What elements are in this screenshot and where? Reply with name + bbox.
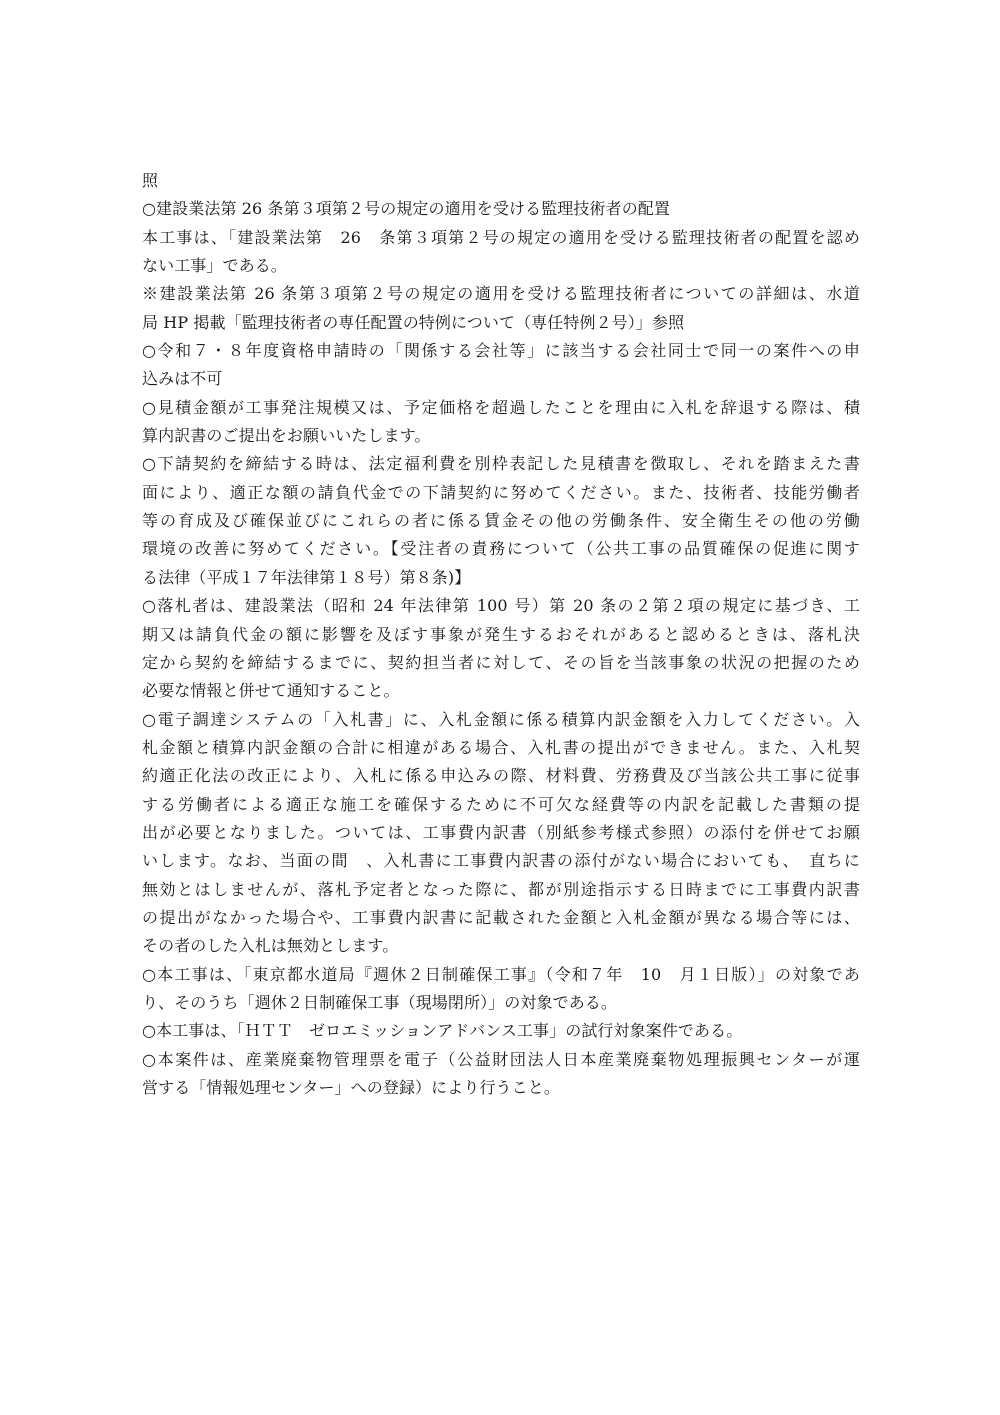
text-line: ○電子調達システムの「入札書」に、入札金額に係る積算内訳金額を入力してください。入 <box>142 709 860 729</box>
text-line: の提出がなかった場合や、工事費内訳書に記載された金額と入札金額が異なる場合等には、 <box>142 907 860 927</box>
text-line: ○見積金額が工事発注規模又は、予定価格を超過したことを理由に入札を辞退する際は、積 <box>142 397 860 417</box>
text-line: いします。なお、当面の間 、入札書に工事費内訳書の添付がない場合においても、 直ちに <box>142 851 860 871</box>
text-line: する労働者による適正な施工を確保するために不可欠な経費等の内訳を記載した書類の提 <box>142 794 860 814</box>
text-line: る法律（平成１７年法律第１８号）第８条)】 <box>142 567 471 587</box>
text-line: 営する「情報処理センター」への登録）により行うこと。 <box>142 1078 560 1097</box>
text-line: ○落札者は、建設業法（昭和 24 年法律第 100 号）第 20 条の２第２項の規定に基づき、工 <box>142 596 860 616</box>
text-line: その者のした入札は無効とします。 <box>142 936 399 956</box>
text-line: 定から契約を締結するまでに、契約担当者に対して、その旨を当該事象の状況の把握のため <box>142 652 860 672</box>
text-line: 無効とはしませんが、落札予定者となった際に、都が別途指示する日時までに工事費内訳書 <box>142 879 860 899</box>
text-line: 算内訳書のご提出をお願いいたします。 <box>142 426 431 446</box>
text-line: ○建設業法第 26 条第３項第２号の規定の適用を受ける監理技術者の配置 <box>142 199 670 219</box>
text-line: 期又は請負代金の額に影響を及ぼす事象が発生するおそれがあると認めるときは、落札決 <box>142 624 860 644</box>
text-line: 等の育成及び確保並びにこれらの者に係る賃金その他の労働条件、安全衛生その他の労働 <box>142 511 860 531</box>
text-line: 札金額と積算内訳金額の合計に相違がある場合、入札書の提出ができません。また、入札契 <box>142 737 860 757</box>
text-line: 本工事は、「建設業法第 26 条第３項第２号の規定の適用を受ける監理技術者の配置を認め <box>142 227 860 247</box>
text-line: 局 HP 掲載「監理技術者の専任配置の特例について（専任特例２号）」参照 <box>142 312 685 332</box>
text-line: 必要な情報と併せて通知すること。 <box>142 681 400 701</box>
text-line: 環境の改善に努めてください。【受注者の責務について（公共工事の品質確保の促進に関す <box>142 539 860 559</box>
text-line: 込みは不可 <box>142 369 223 389</box>
text-line: り、そのうち「週休２日制確保工事（現場閉所）」の対象である。 <box>142 992 618 1012</box>
text-line: ない工事」である。 <box>142 256 287 276</box>
text-line: ※建設業法第 26 条第３項第２号の規定の適用を受ける監理技術者についての詳細は、水道 <box>142 284 860 304</box>
text-line: 約適正化法の改正により、入札に係る申込みの際、材料費、労務費及び当該公共工事に従事 <box>142 766 860 786</box>
text-line: ○本案件は、産業廃棄物管理票を電子（公益財団法人日本産業廃棄物処理振興センターが運 <box>142 1049 860 1069</box>
text-line: ○本工事は、「東京都水道局『週休２日制確保工事』（令和７年 10 月１日版）」の対象であ <box>142 964 860 984</box>
text-line: 面により、適正な額の請負代金での下請契約に努めてください。また、技術者、技能労働者 <box>142 482 860 502</box>
document-body <box>142 167 860 1102</box>
text-line: ○令和７・８年度資格申請時の「関係する会社等」に該当する会社同士で同一の案件への申 <box>142 341 860 361</box>
text-line: 出が必要となりました。ついては、工事費内訳書（別紙参考様式参照）の添付を併せてお願 <box>142 822 860 842</box>
text-line: 照 <box>142 171 159 190</box>
text-line: ○下請契約を締結する時は、法定福利費を別枠表記した見積書を徴取し、それを踏まえた書 <box>142 454 860 474</box>
text-line: ○本工事は、「ＨＴＴ ゼロエミッションアドバンス工事」の試行対象案件である。 <box>142 1021 743 1041</box>
